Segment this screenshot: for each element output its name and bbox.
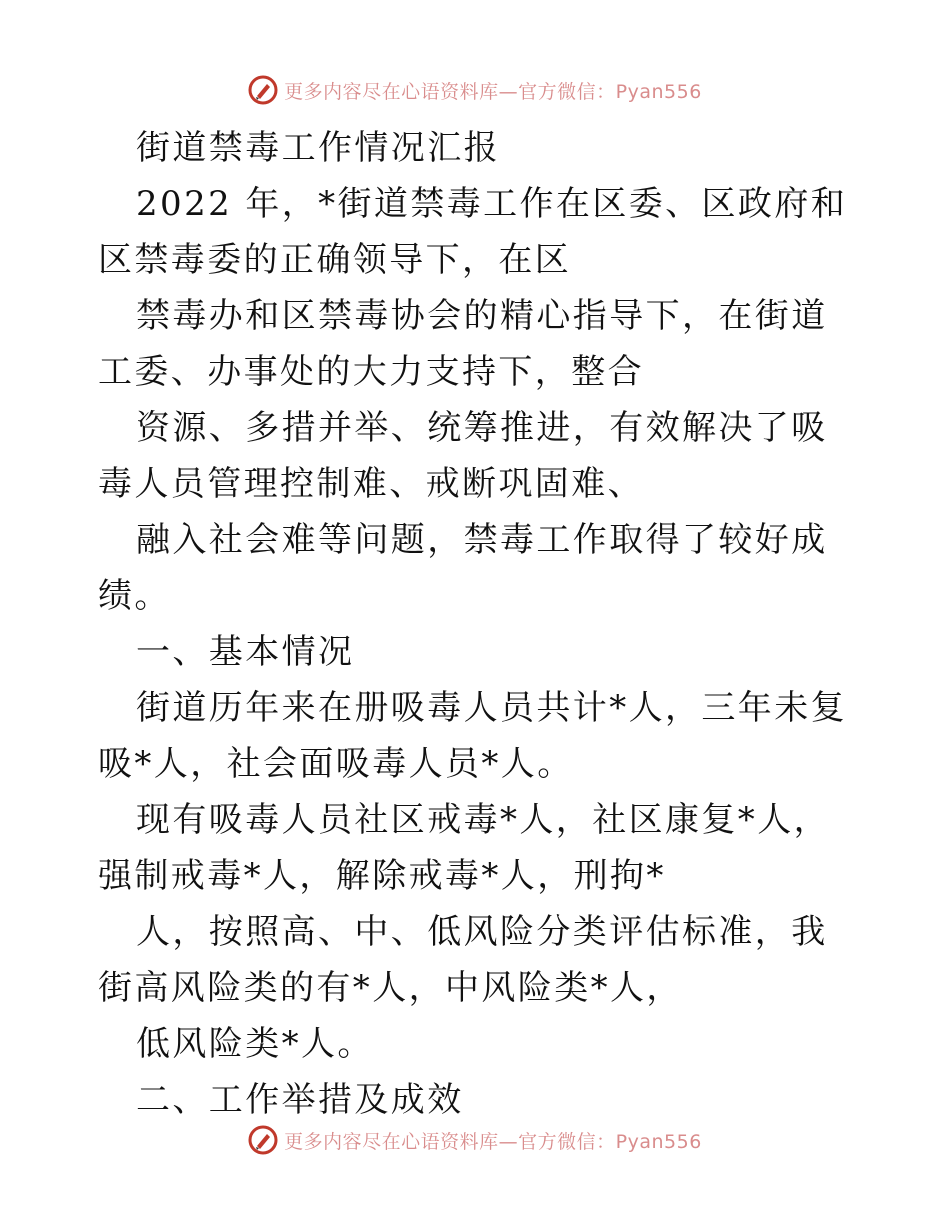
paragraph: 禁毒办和区禁毒协会的精心指导下，在街道工委、办事处的大力支持下，整合 <box>98 296 828 392</box>
paragraph: 融入社会难等问题，禁毒工作取得了较好成绩。 <box>98 520 828 616</box>
paragraph: 街道历年来在册吸毒人员共计*人，三年未复吸*人，社会面吸毒人员*人。 <box>98 688 847 784</box>
section-heading: 一、基本情况 <box>136 632 355 672</box>
paragraph: 低风险类*人。 <box>136 1024 374 1064</box>
paragraph: 资源、多措并举、统筹推进，有效解决了吸毒人员管理控制难、戒断巩固难、 <box>98 408 828 504</box>
pen-logo-icon <box>248 1125 278 1155</box>
section-heading: 二、工作举措及成效 <box>136 1080 464 1120</box>
document-title: 街道禁毒工作情况汇报 <box>136 128 500 168</box>
footer-watermark <box>0 1120 950 1160</box>
paragraph: 人，按照高、中、低风险分类评估标准，我街高风险类的有*人，中风险类*人， <box>98 912 828 1008</box>
watermark-text: 更多内容尽在心语资料库—官方微信：Pyan556 <box>284 80 702 103</box>
paragraph: 2022 年，*街道禁毒工作在区委、区政府和区禁毒委的正确领导下，在区 <box>98 184 848 280</box>
paragraph: 现有吸毒人员社区戒毒*人，社区康复*人，强制戒毒*人，解除戒毒*人，刑拘* <box>98 800 830 896</box>
document-body <box>98 120 858 1128</box>
header-watermark <box>0 70 950 110</box>
pen-logo-icon <box>248 75 278 105</box>
watermark-text: 更多内容尽在心语资料库—官方微信：Pyan556 <box>284 1130 702 1153</box>
